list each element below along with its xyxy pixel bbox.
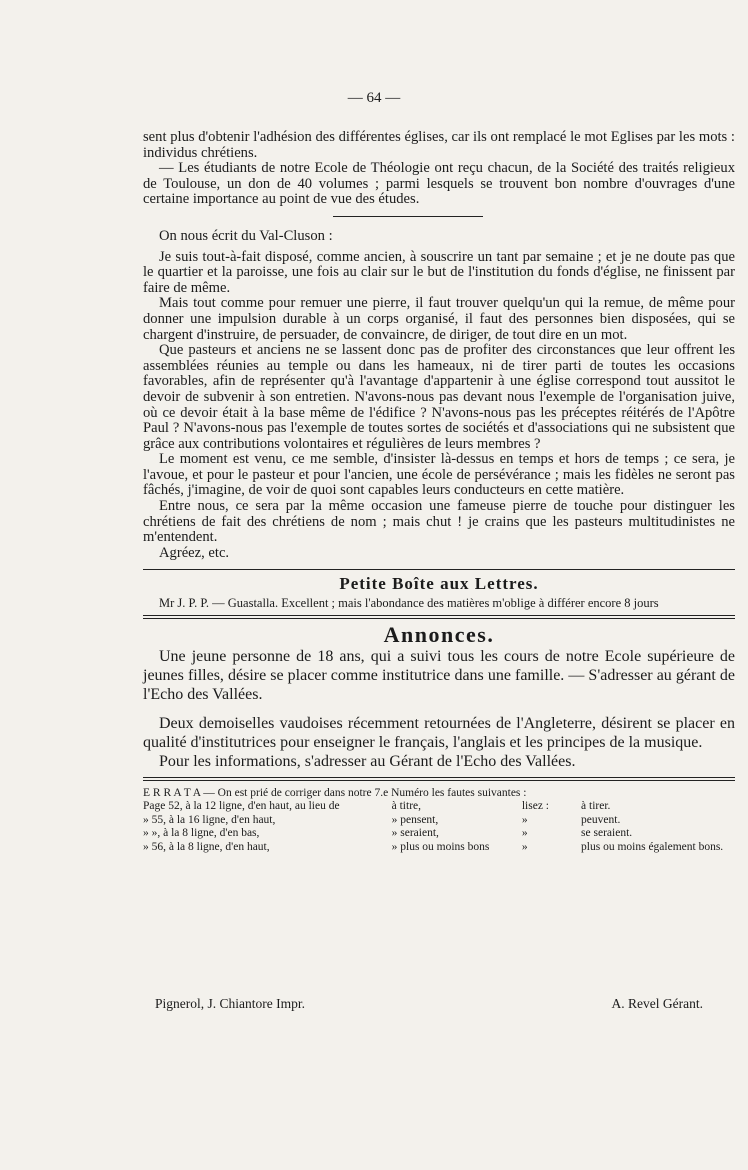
- errata-lisez: lisez :: [521, 800, 550, 813]
- errata-section: [143, 787, 735, 855]
- errata-lisez: »: [521, 827, 528, 840]
- page-number: — 64 —: [347, 90, 401, 106]
- errata-location: Page 52, à la 12 ligne, d'en haut, au lieu de: [143, 800, 340, 813]
- paragraph: — Les étudiants de notre Ecole de Théologie ont reçu chacun, de la Société des traités religieux de Toulouse, un don de 40 volumes ; parmi lesquels se trouvent bon nombre d'ouvrages d'une certaine importance au point de vue des études.: [143, 160, 735, 208]
- errata-lisez: »: [521, 813, 528, 826]
- table-row: [143, 827, 735, 841]
- table-row: [143, 841, 735, 855]
- letter-closing: Agréez, etc.: [159, 544, 230, 561]
- annonce-item: Deux demoiselles vaudoises récemment retournées de l'Angleterre, désirent se placer en qualité d'institutrices pour enseigner le français, l'anglais et les principes de la musique.: [143, 714, 735, 751]
- annonce-item: Pour les informations, s'adresser au Gérant de l'Echo des Vallées.: [159, 752, 576, 770]
- errata-correct: se seraient.: [581, 827, 633, 840]
- errata-correct: à tirer.: [581, 800, 611, 813]
- errata-wrong: » plus ou moins bons: [391, 840, 490, 853]
- errata-location: » 55, à la 16 ligne, d'en haut,: [143, 813, 276, 826]
- letter-paragraph: Mais tout comme pour remuer une pierre, il faut trouver quelqu'un qui la remue, de même pour donner une impulsion durable à un corps organisé, il faut des personnes bien disposées, qui se chargent d'instruire, de persuader, de convaincre, de diriger, de tout dire en un mot.: [143, 295, 735, 343]
- annonce-item: Une jeune personne de 18 ans, qui a suivi tous les cours de notre Ecole supérieure de jeunes filles, désire se placer comme institutrice dans une famille. — S'adresser au gérant de l'Echo des Vallées.: [143, 647, 735, 703]
- errata-correct: peuvent.: [581, 813, 621, 826]
- printer-imprint: Pignerol, J. Chiantore Impr.: [155, 996, 305, 1011]
- letter-intro: On nous écrit du Val-Cluson :: [159, 227, 333, 244]
- letter-paragraph: Le moment est venu, ce me semble, d'insister là-dessus en temps et hors de temps ; ce sera, je l'avoue, et pour le pasteur et pour l'ancien, une école de persévérance ; mais les fidèles ne seront pas fâchés, j'imagine, de voir de quoi sont capables leurs conducteurs en cette matière.: [143, 451, 735, 499]
- double-rule: [143, 777, 735, 781]
- table-row: [143, 814, 735, 828]
- errata-wrong: à titre,: [391, 800, 421, 813]
- footer: [155, 996, 703, 1012]
- separator-rule: [143, 569, 735, 570]
- errata-location: » 56, à la 8 ligne, d'en haut,: [143, 840, 270, 853]
- errata-wrong: » seraient,: [391, 827, 439, 840]
- mailbox-text: Mr J. P. P. — Guastalla. Excellent ; mais l'abondance des matières m'oblige à différer encore 8 jours: [159, 596, 659, 611]
- manager-signature: A. Revel Gérant.: [611, 996, 703, 1011]
- errata-location: » », à la 8 ligne, d'en bas,: [143, 827, 260, 840]
- paragraph: sent plus d'obtenir l'adhésion des différentes églises, car ils ont remplacé le mot Eglises par les mots : individus chrétiens.: [143, 129, 735, 161]
- separator-rule: [333, 216, 483, 217]
- letter-paragraph: Que pasteurs et anciens ne se lassent donc pas de profiter des circonstances que leur offrent les assemblées réunies au temple ou dans les hameaux, ni de tirer parti de toutes les occasions favorables, afin de représenter qu'à l'avantage d'appartenir à une église correspond tout aussitot le devoir de subvenir à son entretien. N'avons-nous pas devant nous l'exemple de l'organisation juive, où ce devoir était à la base même de l'édifice ? N'avons-nous pas les préceptes réitérés de l'Apôtre Paul ? N'avons-nous pas l'exemple de toutes sortes de sociétés et d'associations qui ne subsistent que grâce aux contributions volontaires et régulières de leurs membres ?: [143, 342, 735, 452]
- errata-lisez: »: [521, 840, 528, 853]
- errata-wrong: » pensent,: [391, 813, 439, 826]
- mailbox-title: Petite Boîte aux Lettres.: [339, 574, 539, 594]
- table-row: [143, 800, 735, 814]
- page-content: [143, 130, 735, 854]
- errata-correct: plus ou moins également bons.: [581, 840, 724, 853]
- letter-paragraph: Entre nous, ce sera par la même occasion une fameuse pierre de touche pour distinguer les chrétiens de fait des chrétiens de nom ; mais chut ! je crains que les pasteurs multitudinistes ne m'entendent.: [143, 498, 735, 546]
- double-rule: [143, 615, 735, 619]
- errata-table: [143, 800, 735, 854]
- annonces-title: Annonces.: [383, 622, 495, 648]
- letter-paragraph: Je suis tout-à-fait disposé, comme ancien, à souscrire un tant par semaine ; et je ne doute pas que le quartier et la paroisse, une fois au clair sur le but de l'institution du fonds d'église, ne finissent par faire de même.: [143, 248, 735, 296]
- errata-head: E R R A T A — On est prié de corriger dans notre 7.e Numéro les fautes suivantes :: [143, 786, 527, 799]
